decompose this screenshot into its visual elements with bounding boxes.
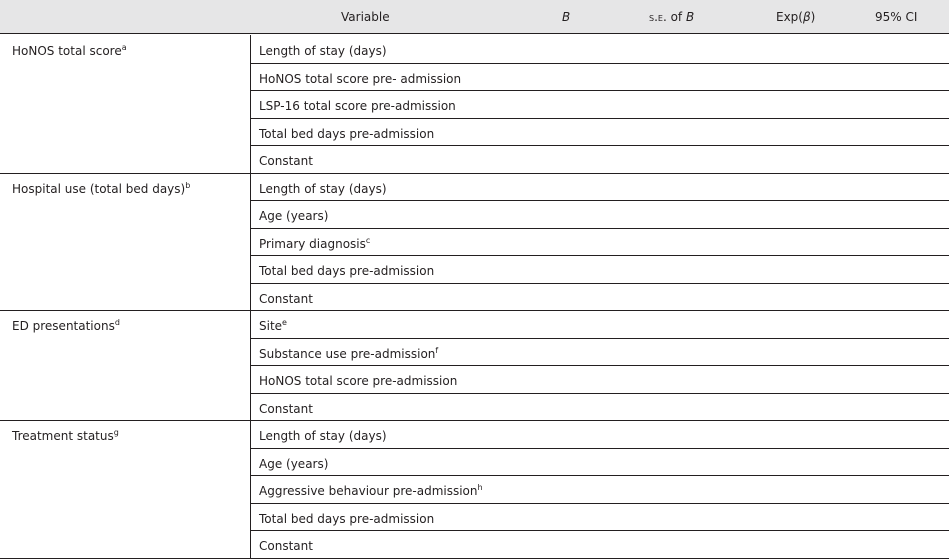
row-divider [250, 448, 949, 449]
variable-cell [259, 319, 287, 333]
group-label [12, 429, 119, 443]
variable-cell [259, 182, 387, 196]
variable-text: Age (years) [259, 456, 329, 471]
footnote-marker: e [282, 318, 287, 327]
row-divider [250, 200, 949, 201]
column-divider [250, 420, 251, 558]
footnote-marker: a [121, 43, 127, 52]
variable-cell [259, 374, 457, 388]
variable-text: Length of stay (days) [259, 181, 387, 196]
group-label-text: Treatment status [12, 429, 114, 443]
variable-text: Primary diagnosis [259, 236, 366, 251]
variable-text: Constant [259, 401, 313, 416]
row-divider [250, 365, 949, 366]
variable-text: Constant [259, 539, 313, 553]
variable-cell [259, 127, 434, 141]
footnote-marker: c [365, 235, 371, 245]
row-divider [250, 338, 949, 339]
variable-text: Constant [259, 291, 313, 306]
group-label-text: HoNOS total score [12, 44, 122, 58]
variable-text: Constant [259, 154, 313, 168]
variable-text: LSP-16 total score pre-admission [259, 99, 456, 113]
row-divider [250, 393, 949, 394]
variable-text: Total bed days pre-admission [259, 511, 435, 526]
variable-cell [259, 512, 434, 526]
group-divider [0, 173, 949, 174]
variable-cell [259, 457, 328, 471]
variable-cell [259, 429, 387, 443]
header-variable: Variable [341, 10, 390, 24]
group-divider [0, 310, 949, 311]
variable-text: Length of stay (days) [259, 429, 387, 443]
row-divider [250, 530, 949, 531]
row-divider [250, 145, 949, 146]
row-divider [250, 228, 949, 229]
variable-cell [259, 99, 456, 113]
variable-text: HoNOS total score pre- admission [259, 71, 462, 86]
variable-cell [259, 209, 328, 223]
variable-text: Total bed days pre-admission [259, 264, 435, 278]
footnote-marker: g [113, 428, 119, 437]
row-divider [250, 255, 949, 256]
column-divider [250, 173, 251, 311]
row-divider [250, 118, 949, 119]
variable-text: Aggressive behaviour pre-admission [259, 484, 478, 498]
variable-text: Total bed days pre-admission [259, 126, 435, 141]
variable-text: HoNOS total score pre-admission [259, 374, 458, 388]
group-label-text: Hospital use (total bed days) [12, 181, 186, 196]
variable-cell [259, 292, 313, 306]
header-exp: Exp(β) [776, 10, 816, 24]
variable-cell [259, 539, 313, 553]
group-divider [0, 420, 949, 421]
variable-text: Site [259, 319, 283, 333]
variable-cell [259, 44, 387, 58]
variable-cell [259, 72, 461, 86]
row-divider [250, 475, 949, 476]
header-ci: 95% CI [875, 10, 918, 24]
column-divider [250, 35, 251, 173]
group-label-text: ED presentations [12, 319, 115, 333]
footnote-marker: f [435, 345, 439, 355]
row-divider [250, 503, 949, 504]
variable-cell [259, 154, 313, 168]
variable-cell [259, 402, 313, 416]
header-se: s.e. of B [649, 10, 695, 24]
variable-text: Substance use pre-admission [259, 346, 436, 361]
variable-text: Length of stay (days) [259, 44, 387, 58]
table-header [0, 0, 949, 34]
footnote-marker: h [477, 483, 483, 492]
group-label [12, 44, 127, 58]
row-divider [250, 90, 949, 91]
footnote-marker: b [185, 180, 191, 190]
group-label [12, 182, 190, 196]
variable-cell [259, 484, 483, 498]
row-divider [250, 63, 949, 64]
group-label [12, 319, 120, 333]
row-divider [250, 283, 949, 284]
footnote-marker: d [114, 318, 120, 327]
header-b: B [562, 10, 571, 24]
variable-text: Age (years) [259, 209, 329, 223]
variable-cell [259, 264, 434, 278]
variable-cell [259, 237, 370, 251]
variable-cell [259, 347, 438, 361]
